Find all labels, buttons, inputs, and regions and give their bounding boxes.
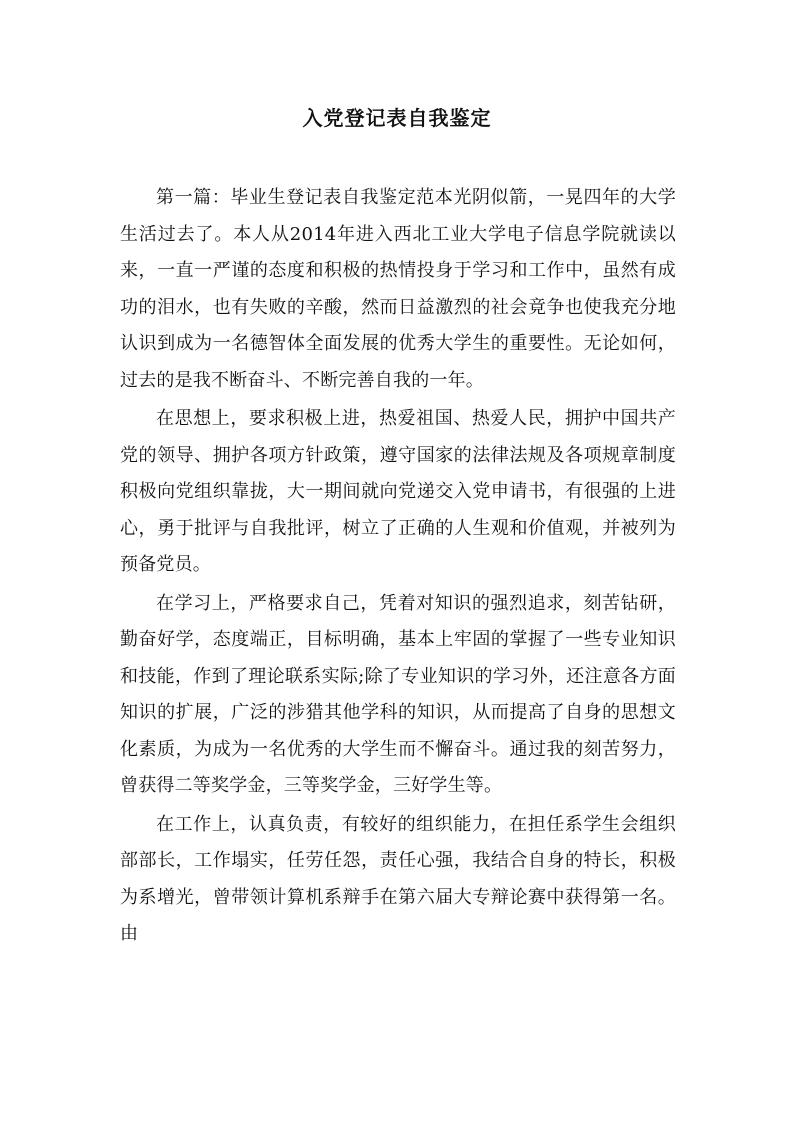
- document-title: 入党登记表自我鉴定: [302, 106, 492, 130]
- document-body: [120, 180, 676, 955]
- paragraph-study: 在学习上，严格要求自己，凭着对知识的强烈追求，刻苦钻研，勤奋好学，态度端正，目标明确，基本上牢固的掌握了一些专业知识和技能，作到了理论联系实际;除了专业知识的学习外，还注意各方面知识的扩展，广泛的涉猎其他学科的知识，从而提高了自身的思想文化素质，为成为一名优秀的大学生而不懈奋斗。通过我的刻苦努力，曾获得二等奖学金，三等奖学金，三好学生等。: [120, 592, 676, 796]
- paragraph-ideology: 在思想上，要求积极上进，热爱祖国、热爱人民，拥护中国共产党的领导、拥护各项方针政策，遵守国家的法律法规及各项规章制度积极向党组织靠拢，大一期间就向党递交入党申请书，有很强的上进心，勇于批评与自我批评，树立了正确的人生观和价值观，并被列为预备党员。: [120, 408, 676, 575]
- paragraph-intro: 第一篇：毕业生登记表自我鉴定范本光阴似箭，一晃四年的大学生活过去了。本人从2014年进入西北工业大学电子信息学院就读以来，一直一严谨的态度和积极的热情投身于学习和工作中，虽然有成功的泪水，也有失败的辛酸，然而日益激烈的社会竟争也使我充分地认识到成为一名德智体全面发展的优秀大学生的重要性。无论如何，过去的是我不断奋斗、不断完善自我的一年。: [120, 187, 676, 391]
- paragraph-work: 在工作上，认真负责，有较好的组织能力，在担任系学生会组织部部长，工作塌实，任劳任怨，责任心强，我结合自身的特长，积极为系增光，曾带领计算机系辩手在第六届大专辩论赛中获得第一名。由: [120, 813, 676, 944]
